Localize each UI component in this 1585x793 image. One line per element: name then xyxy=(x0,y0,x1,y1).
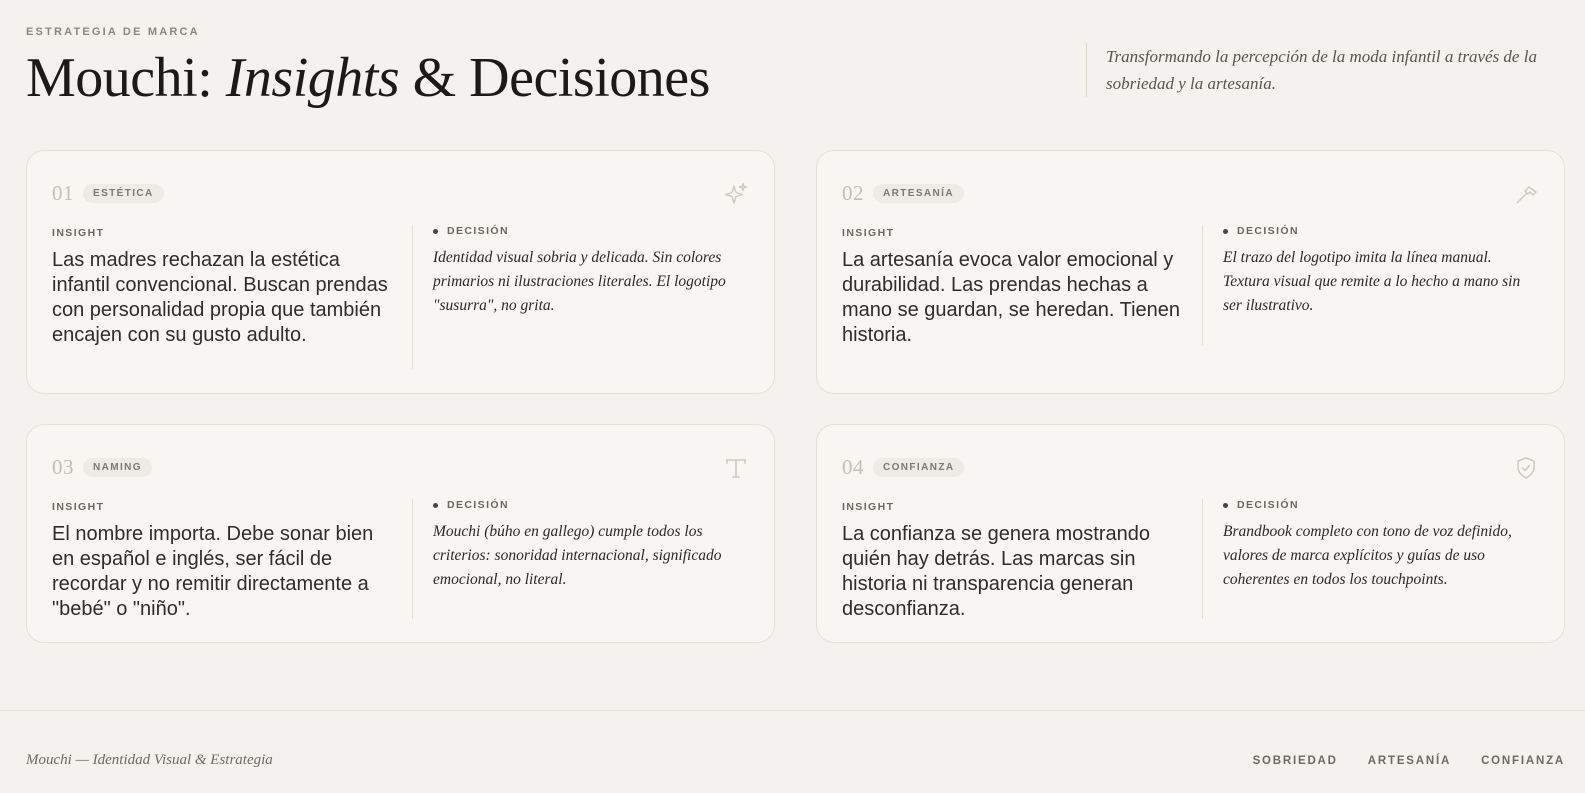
card-tag: ARTESANÍA xyxy=(873,184,964,203)
insight-column xyxy=(842,227,1182,348)
decision-column xyxy=(412,225,752,369)
title-prefix: Mouchi: xyxy=(26,47,226,109)
card-tag: CONFIANZA xyxy=(873,458,964,477)
decision-label-text: DECISIÓN xyxy=(1237,499,1299,511)
footer-nav xyxy=(1253,755,1565,767)
title-italic: Insights xyxy=(225,47,400,109)
page-header xyxy=(26,26,1559,121)
bullet-dot xyxy=(1223,229,1228,234)
card-number: 01 xyxy=(52,180,74,205)
footer-link-artesania[interactable]: ARTESANÍA xyxy=(1367,755,1452,767)
bullet-dot xyxy=(1223,503,1228,508)
insight-text: Las madres rechazan la estética infantil convencional. Buscan prendas con personalidad propia que también encajen con su gusto adulto. xyxy=(52,249,388,346)
decision-label-text: DECISIÓN xyxy=(1237,225,1299,237)
decision-text: Identidad visual sobria y delicada. Sin colores primarios ni ilustraciones literales. El logotipo "susurra", no grita. xyxy=(433,249,726,314)
footer-brand: Mouchi — Identidad Visual & Estrategia xyxy=(26,752,273,768)
bullet-dot xyxy=(433,503,438,508)
insight-column xyxy=(52,501,392,622)
insight-text: La confianza se genera mostrando quién hay detrás. Las marcas sin historia ni transparencia generan desconfianza. xyxy=(842,523,1150,620)
decision-column xyxy=(1202,499,1542,619)
insight-label: INSIGHT xyxy=(842,227,895,239)
card-head xyxy=(52,455,152,479)
card-number: 02 xyxy=(842,180,864,205)
tagline: Transformando la percepción de la moda infantil a través de la sobriedad y la artesanía. xyxy=(1086,43,1562,97)
card-tag: NAMING xyxy=(83,458,152,477)
card-tag: ESTÉTICA xyxy=(83,184,164,203)
card-artesania xyxy=(816,150,1565,394)
hammer-icon xyxy=(1513,181,1539,207)
card-number: 04 xyxy=(842,454,864,479)
decision-column xyxy=(1202,225,1542,345)
card-number: 03 xyxy=(52,454,74,479)
shield-check-icon xyxy=(1513,455,1539,481)
insight-label: INSIGHT xyxy=(842,501,895,513)
decision-label-text: DECISIÓN xyxy=(447,225,509,237)
card-head xyxy=(842,455,964,479)
decision-label-text: DECISIÓN xyxy=(447,499,509,511)
insight-text: El nombre importa. Debe sonar bien en español e inglés, ser fácil de recordar y no remitir directamente a "bebé" o "niño". xyxy=(52,523,374,620)
page-footer xyxy=(0,710,1585,793)
bullet-dot xyxy=(433,229,438,234)
card-estetica xyxy=(26,150,775,394)
card-head xyxy=(52,181,164,205)
type-icon xyxy=(723,455,749,481)
decision-column xyxy=(412,499,752,619)
decision-text: Brandbook completo con tono de voz definido, valores de marca explícitos y guías de uso coherentes en todos los touchpoints. xyxy=(1223,523,1512,588)
footer-link-confianza[interactable]: CONFIANZA xyxy=(1481,755,1565,767)
insight-column xyxy=(842,501,1182,622)
decision-text: Mouchi (búho en gallego) cumple todos los criterios: sonoridad internacional, significado emocional, no literal. xyxy=(433,523,722,588)
insight-label: INSIGHT xyxy=(52,227,105,239)
footer-link-sobriedad[interactable]: SOBRIEDAD xyxy=(1252,755,1338,767)
card-naming xyxy=(26,424,775,643)
decision-text: El trazo del logotipo imita la línea manual. Textura visual que remite a lo hecho a mano sin ser ilustrativo. xyxy=(1223,249,1521,314)
decision-label xyxy=(1223,225,1542,237)
decision-label xyxy=(433,225,752,237)
sparkle-icon xyxy=(723,181,749,207)
insight-text: La artesanía evoca valor emocional y durabilidad. Las prendas hechas a mano se guardan, se heredan. Tienen historia. xyxy=(842,249,1181,346)
decision-label xyxy=(1223,499,1542,511)
insight-column xyxy=(52,227,392,348)
decision-label xyxy=(433,499,752,511)
card-confianza xyxy=(816,424,1565,643)
card-head xyxy=(842,181,964,205)
insight-label: INSIGHT xyxy=(52,501,105,513)
eyebrow: ESTRATEGIA DE MARCA xyxy=(26,26,200,38)
title-suffix: & Decisiones xyxy=(399,47,710,109)
